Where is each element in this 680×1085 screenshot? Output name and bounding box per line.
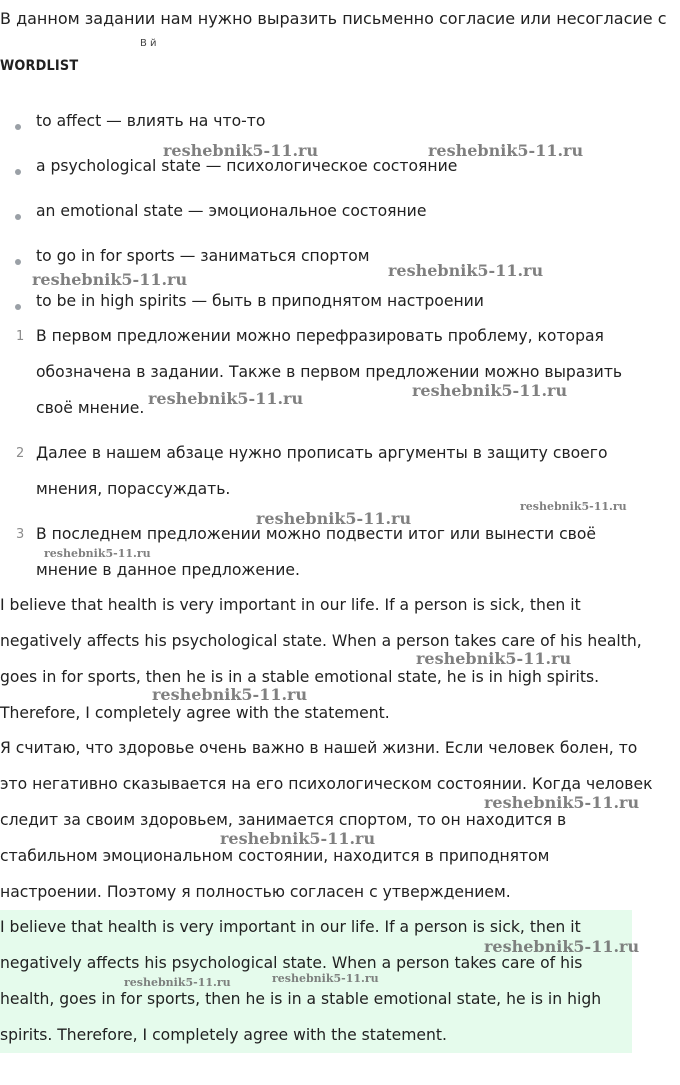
watermark: reshebnik5-11.ru — [484, 793, 640, 812]
english-line: goes in for sports, then he is in a stable emotional state, he is in high spirits. — [0, 668, 600, 686]
step-line: мнения, порассуждать. — [36, 480, 231, 498]
english-line: negatively affects his psychological state. When a person takes care of his health, — [0, 632, 642, 650]
watermark: reshebnik5-11.ru — [388, 261, 544, 280]
english-line: I believe that health is very important in our life. If a person is sick, then it — [0, 596, 581, 614]
watermark: reshebnik5-11.ru — [484, 937, 640, 956]
answer-line: I believe that health is very important in our life. If a person is sick, then it — [0, 918, 581, 936]
watermark: reshebnik5-11.ru — [272, 972, 379, 985]
step-line: мнение в данное предложение. — [36, 561, 300, 579]
english-line: Therefore, I completely agree with the statement. — [0, 704, 390, 722]
russian-line: Я считаю, что здоровье очень важно в нашей жизни. Если человек болен, то — [0, 739, 638, 757]
step-number: 2 — [16, 446, 25, 461]
bullet-icon — [15, 259, 21, 265]
watermark: reshebnik5-11.ru — [163, 141, 319, 160]
cut-off-line: В й — [140, 38, 157, 49]
wordlist-heading: WORDLIST — [0, 58, 79, 74]
bullet-icon — [15, 304, 21, 310]
watermark: reshebnik5-11.ru — [416, 649, 572, 668]
step-line: В последнем предложении можно подвести итог или вынести своё — [36, 525, 596, 543]
watermark: reshebnik5-11.ru — [32, 270, 188, 289]
watermark: reshebnik5-11.ru — [256, 509, 412, 528]
russian-line: стабильном эмоциональном состоянии, находится в приподнятом — [0, 847, 550, 865]
step-line: Далее в нашем абзаце нужно прописать аргументы в защиту своего — [36, 444, 608, 462]
step-number: 1 — [16, 329, 25, 344]
answer-line: spirits. Therefore, I completely agree with the statement. — [0, 1026, 447, 1044]
step-line: обозначена в задании. Также в первом предложении можно выразить — [36, 363, 623, 381]
watermark: reshebnik5-11.ru — [412, 381, 568, 400]
russian-line: это негативно сказывается на его психологическом состоянии. Когда человек — [0, 775, 653, 793]
watermark: reshebnik5-11.ru — [428, 141, 584, 160]
step-number: 3 — [16, 527, 25, 542]
watermark: reshebnik5-11.ru — [148, 389, 304, 408]
watermark: reshebnik5-11.ru — [220, 829, 376, 848]
bullet-icon — [15, 124, 21, 130]
watermark: reshebnik5-11.ru — [152, 685, 308, 704]
wordlist-item: an emotional state — эмоциональное состояние — [36, 202, 427, 220]
wordlist-item: to go in for sports — заниматься спортом — [36, 247, 370, 265]
wordlist-item: to be in high spirits — быть в приподнятом настроении — [36, 292, 484, 310]
russian-line: следит за своим здоровьем, занимается спортом, то он находится в — [0, 811, 567, 829]
step-line: своё мнение. — [36, 399, 145, 417]
wordlist-item: a psychological state — психологическое состояние — [36, 157, 458, 175]
wordlist-item: to affect — влиять на что-то — [36, 112, 266, 130]
russian-line: настроении. Поэтому я полностью согласен с утверждением. — [0, 883, 511, 901]
answer-line: negatively affects his psychological state. When a person takes care of his — [0, 954, 583, 972]
bullet-icon — [15, 169, 21, 175]
watermark: reshebnik5-11.ru — [124, 976, 231, 989]
intro-text: В данном задании нам нужно выразить письменно согласие или несогласие с — [0, 9, 667, 28]
bullet-icon — [15, 214, 21, 220]
step-line: В первом предложении можно перефразировать проблему, которая — [36, 327, 604, 345]
watermark: reshebnik5-11.ru — [520, 500, 627, 513]
watermark: reshebnik5-11.ru — [44, 547, 151, 560]
answer-line: health, goes in for sports, then he is in a stable emotional state, he is in high — [0, 990, 602, 1008]
